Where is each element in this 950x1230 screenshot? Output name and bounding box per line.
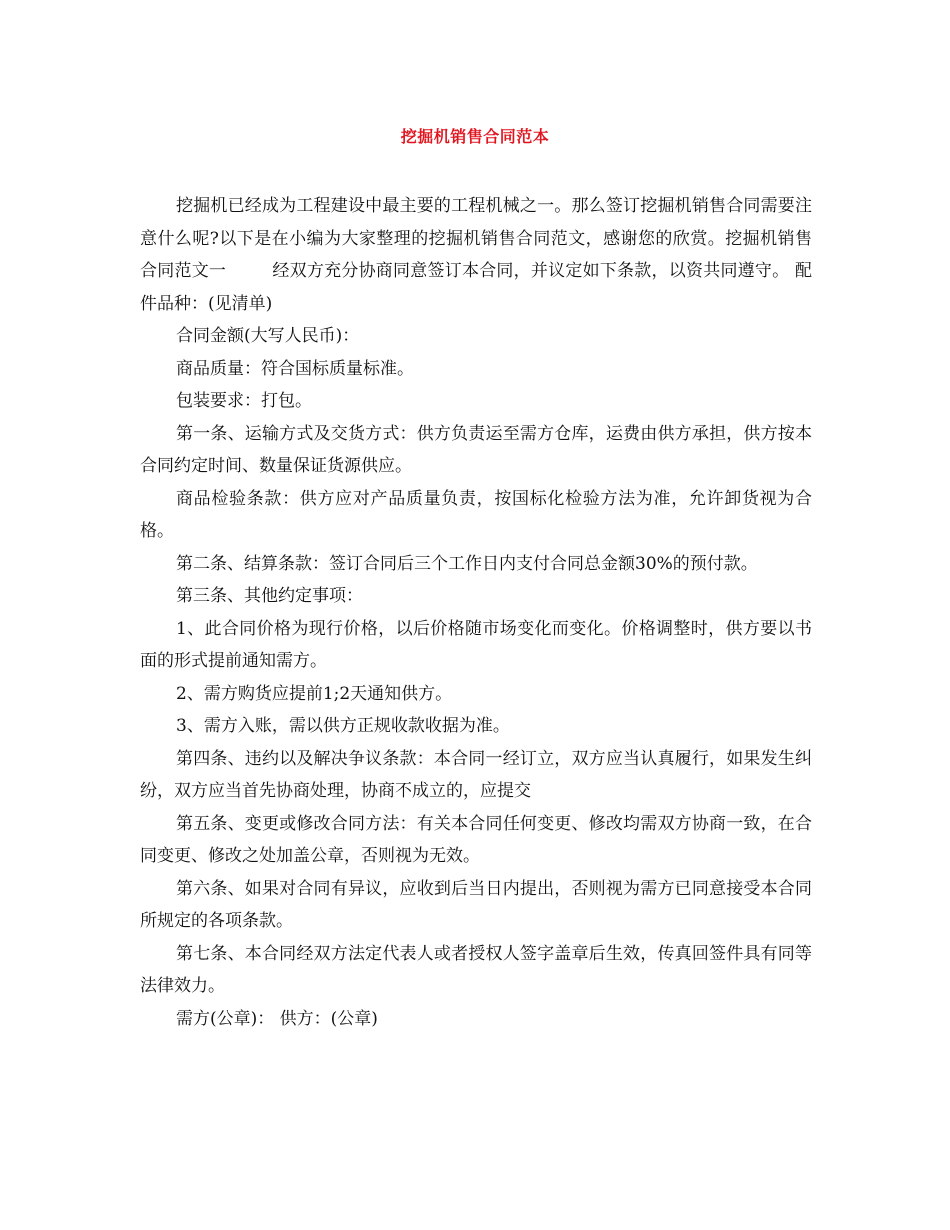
paragraph-article-6: 第六条、如果对合同有异议，应收到后当日内提出，否则视为需方已同意接受本合同所规定的各项条款。	[140, 878, 812, 931]
paragraph-inspection: 商品检验条款：供方应对产品质量负责，按国标化检验方法为准，允许卸货视为合格。	[140, 488, 812, 541]
paragraph-contract-amount: 合同金额(大写人民币)：	[176, 326, 360, 346]
intro-text-1: 挖掘机已经成为工程建设中最主要的工程机械之一。那么签订挖掘机销售合同需要注意什么呢?以下是在小编为大家整理的挖掘机销售合同范文，感谢您的欣赏。挖掘机销售合同范文一	[140, 196, 812, 281]
document-title: 挖掘机销售合同范本	[400, 127, 550, 146]
paragraph-article-3: 第三条、其他约定事项：	[176, 586, 363, 606]
paragraph-item-2: 2、需方购货应提前1;2天通知供方。	[176, 683, 453, 704]
paragraph-signatures: 需方(公章)： 供方：(公章)	[176, 1008, 378, 1029]
paragraph-item-1: 1、此合同价格为现行价格，以后价格随市场变化而变化。价格调整时，供方要以书面的形式提前通知需方。	[140, 618, 812, 671]
paragraph-article-1: 第一条、运输方式及交货方式：供方负责运至需方仓库，运费由供方承担，供方按本合同约定时间、数量保证货源供应。	[140, 423, 812, 476]
paragraph-article-5: 第五条、变更或修改合同方法：有关本合同任何变更、修改均需双方协商一致，在合同变更、修改之处加盖公章，否则视为无效。	[140, 813, 812, 866]
paragraph-article-2: 第二条、结算条款：签订合同后三个工作日内支付合同总金额30%的预付款。	[176, 553, 758, 574]
intro-paragraph	[140, 190, 812, 320]
paragraph-packaging: 包装要求：打包。	[176, 391, 312, 411]
document-body	[140, 190, 812, 1035]
paragraph-quality: 商品质量：符合国标质量标准。	[176, 358, 414, 379]
intro-text-2: 经双方充分协商同意签订本合同，并议定如下条款，以资共同遵守。 配件品种：(见清单)	[140, 261, 813, 314]
paragraph-item-3: 3、需方入账，需以供方正规收款收据为准。	[176, 716, 510, 736]
paragraph-article-4: 第四条、违约以及解决争议条款：本合同一经订立，双方应当认真履行，如果发生纠纷，双方应当首先协商处理，协商不成立的，应提交	[140, 748, 812, 801]
paragraph-article-7: 第七条、本合同经双方法定代表人或者授权人签字盖章后生效，传真回签件具有同等法律效力。	[140, 943, 812, 996]
